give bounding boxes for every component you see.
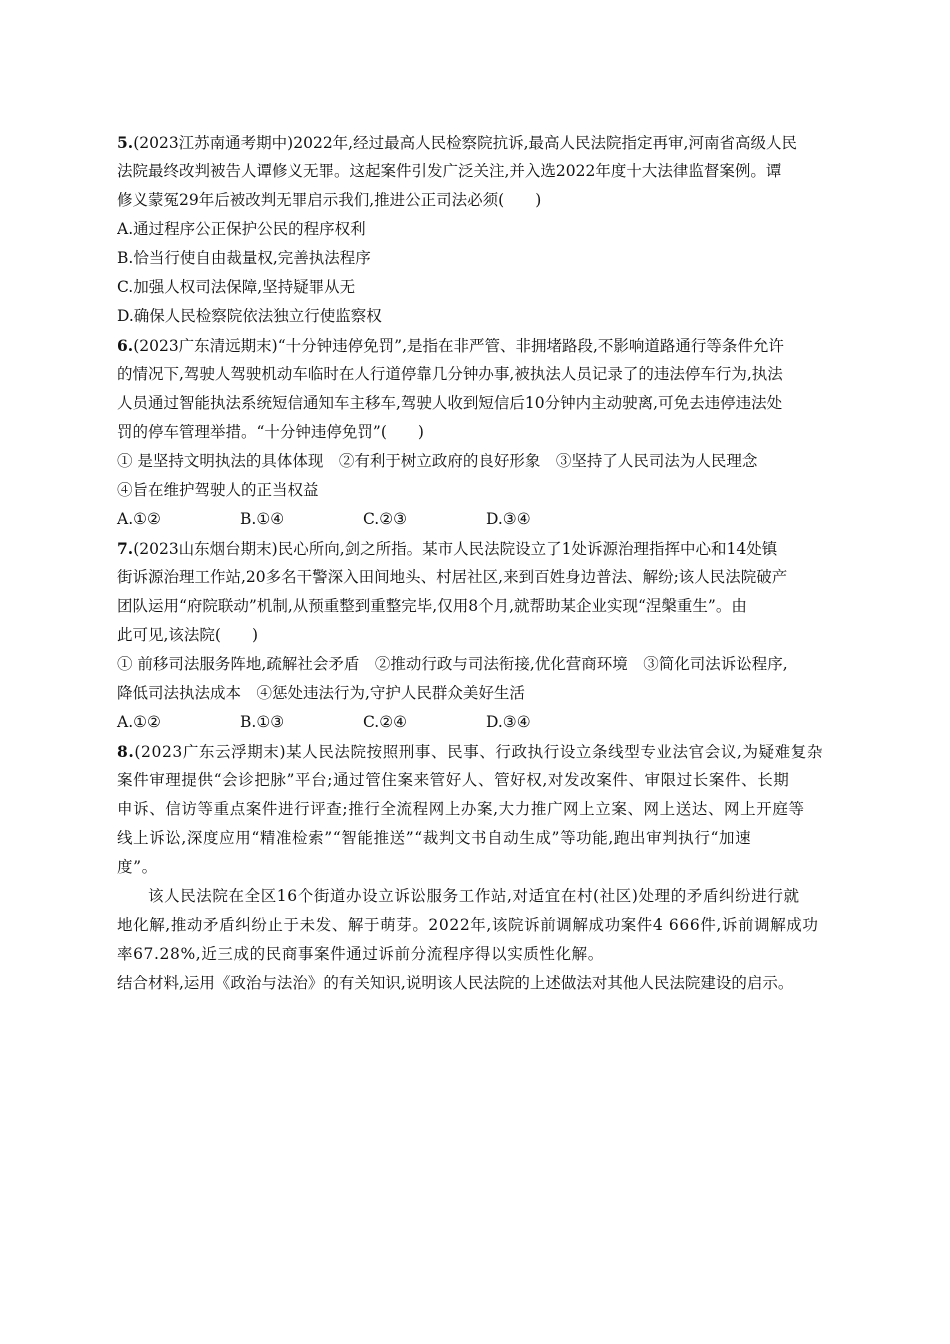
question-7-line-3: 团队运用“府院联动”机制,从预重整到重整完毕,仅用8个月,就帮助某企业实现“涅槃重生”。由 [117, 597, 747, 615]
question-8 [117, 737, 837, 998]
question-number: 5. [117, 133, 134, 152]
choice-c: C.②③ [363, 510, 408, 528]
material-paragraph-2-line-2: 地化解,推动矛盾纠纷止于未发、解于萌芽。2022年,该院诉前调解成功案件4 666件,诉前调解成功 [117, 916, 819, 934]
question-6-line-2: 的情况下,驾驶人驾驶机动车临时在人行道停靠几分钟办事,被执法人员记录了的违法停车行为,执法 [117, 365, 783, 383]
question-6-line-4: 罚的停车管理举措。“十分钟违停免罚”( ) [117, 423, 424, 441]
question-7-line-2: 街诉源治理工作站,20多名干警深入田间地头、村居社区,来到百姓身边普法、解纷;该人民法院破产 [117, 568, 788, 586]
statements-line-2: 降低司法执法成本 ④惩处违法行为,守护人民群众美好生活 [117, 684, 525, 702]
question-7 [117, 534, 837, 737]
question-5-line-1: 5.(2023江苏南通考期中)2022年,经过最高人民检察院抗诉,最高人民法院指定再审,河南省高级人民 [117, 133, 797, 152]
choice-b: B.①④ [240, 510, 285, 528]
document-page [117, 128, 837, 998]
question-number: 8. [117, 742, 135, 761]
option-b: B.恰当行使自由裁量权,完善执法程序 [117, 249, 371, 267]
question-5-line-3: 修义蒙冤29年后被改判无罪启示我们,推进公正司法必须( ) [117, 191, 542, 209]
question-5-line-2: 法院最终改判被告人谭修义无罪。这起案件引发广泛关注,并入选2022年度十大法律监督案例。谭 [117, 162, 782, 180]
question-8-line-2: 案件审理提供“会诊把脉”平台;通过管住案来管好人、管好权,对发改案件、审限过长案件、长期 [117, 771, 790, 789]
question-7-line-4: 此可见,该法院( ) [117, 626, 259, 644]
choice-a: A.①② [117, 510, 161, 528]
question-8-line-5: 度”。 [117, 858, 158, 876]
question-6-line-1: 6.(2023广东清远期末)“十分钟违停免罚”,是指在非严管、非拥堵路段,不影响道路通行等条件允许 [117, 336, 784, 355]
question-7-line-1: 7.(2023山东烟台期末)民心所向,剑之所指。某市人民法院设立了1处诉源治理指挥中心和14处镇 [117, 539, 778, 558]
choice-d: D.③④ [486, 510, 531, 528]
question-number: 7. [117, 539, 134, 558]
statements-line-1: ① 前移司法服务阵地,疏解社会矛盾 ②推动行政与司法衔接,优化营商环境 ③简化司法诉讼程序, [117, 655, 788, 673]
question-5 [117, 128, 837, 331]
option-d: D.确保人民检察院依法独立行使监察权 [117, 307, 382, 325]
answer-choices [117, 708, 837, 737]
question-8-line-3: 申诉、信访等重点案件进行评查;推行全流程网上办案,大力推广网上立案、网上送达、网上开庭等 [117, 800, 805, 818]
question-8-line-4: 线上诉讼,深度应用“精准检索”“智能推送”“裁判文书自动生成”等功能,跑出审判执行“加速 [117, 829, 752, 847]
option-c: C.加强人权司法保障,坚持疑罪从无 [117, 278, 356, 296]
answer-choices [117, 505, 837, 534]
question-number: 6. [117, 336, 134, 355]
material-paragraph-2-line-1: 该人民法院在全区16个街道办设立诉讼服务工作站,对适宜在村(社区)处理的矛盾纠纷进行就 [148, 887, 800, 905]
choice-c: C.②④ [363, 713, 408, 731]
choice-a: A.①② [117, 713, 161, 731]
question-6 [117, 331, 837, 534]
question-8-task: 结合材料,运用《政治与法治》的有关知识,说明该人民法院的上述做法对其他人民法院建设的启示。 [117, 974, 794, 992]
statements-line-2: ④旨在维护驾驶人的正当权益 [117, 481, 319, 499]
material-paragraph-2-line-3: 率67.28%,近三成的民商事案件通过诉前分流程序得以实质性化解。 [117, 945, 604, 963]
option-a: A.通过程序公正保护公民的程序权利 [117, 220, 366, 238]
choice-d: D.③④ [486, 713, 531, 731]
choice-b: B.①③ [240, 713, 285, 731]
question-8-line-1: 8.(2023广东云浮期末)某人民法院按照刑事、民事、行政执行设立条线型专业法官会议,为疑难复杂 [117, 742, 823, 761]
question-6-line-3: 人员通过智能执法系统短信通知车主移车,驾驶人收到短信后10分钟内主动驶离,可免去违停违法处 [117, 394, 783, 412]
statements-line-1: ① 是坚持文明执法的具体体现 ②有利于树立政府的良好形象 ③坚持了人民司法为人民理念 [117, 452, 758, 470]
